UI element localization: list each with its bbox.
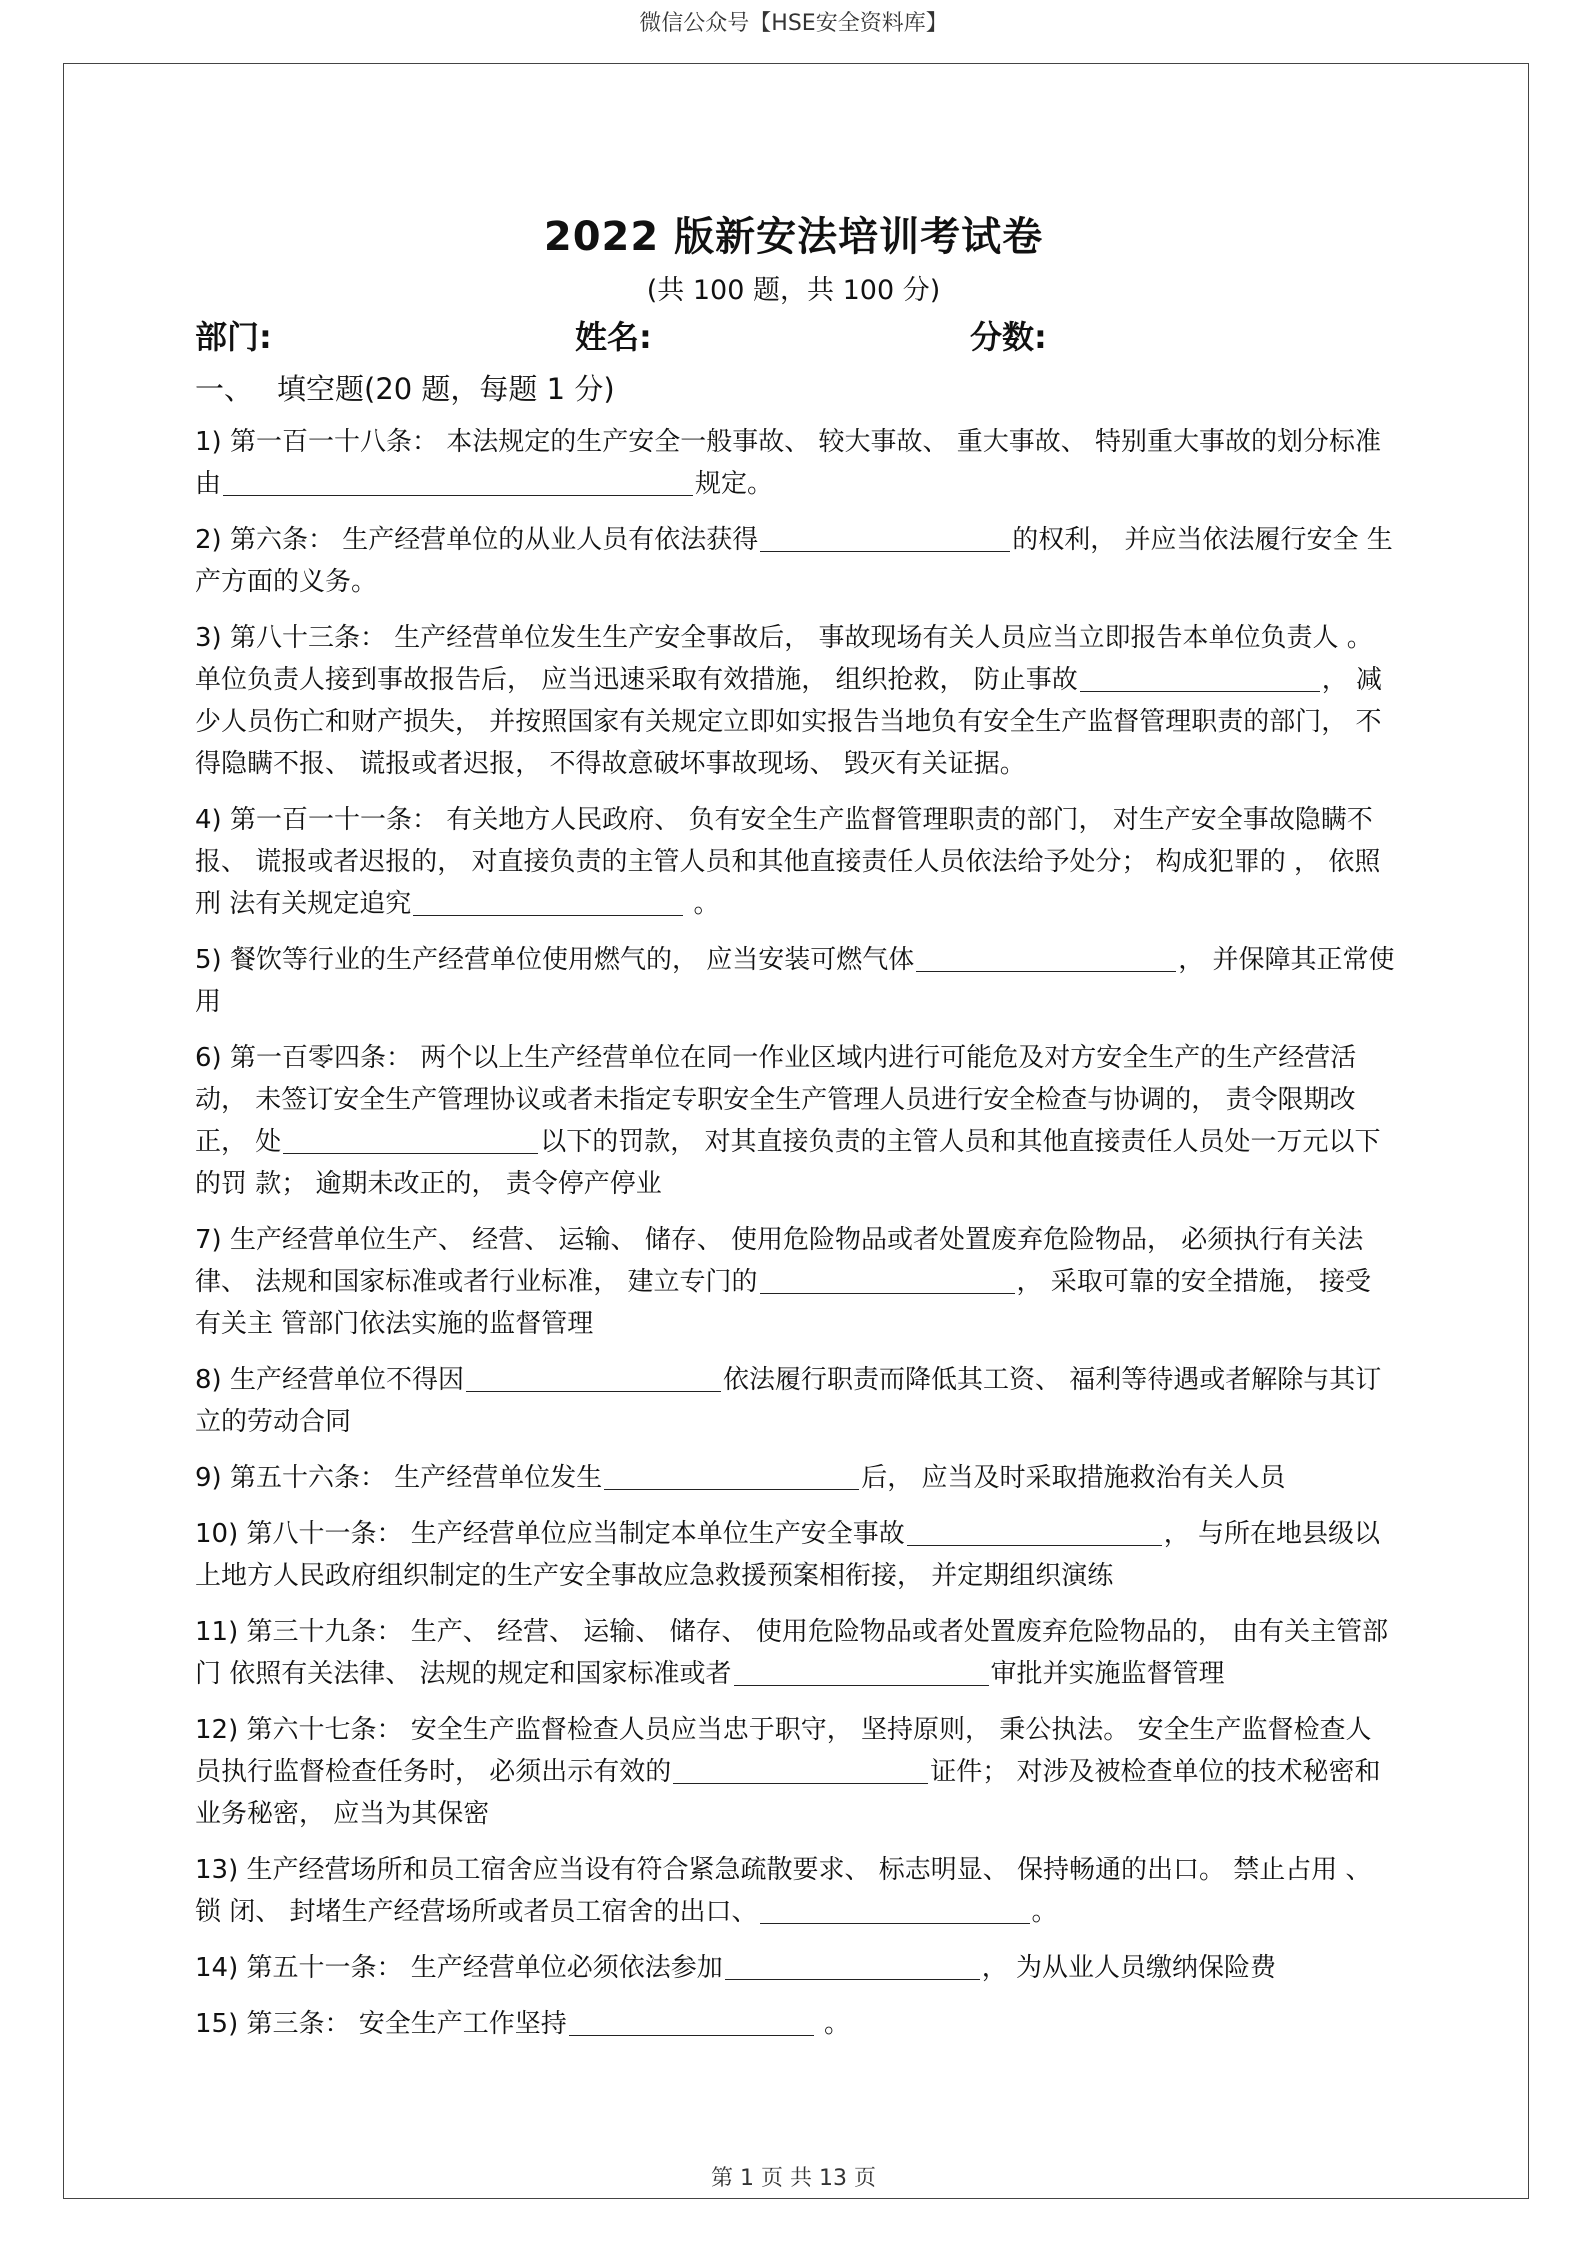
answer-blank[interactable] — [413, 885, 683, 916]
answer-blank[interactable] — [466, 1361, 721, 1392]
section-title: 填空题(20 题，每题 1 分) — [277, 372, 615, 406]
answer-blank[interactable] — [916, 941, 1176, 972]
question-item — [195, 1037, 1395, 1205]
question-text: 8) 生产经营单位不得因 — [195, 1365, 464, 1395]
answer-blank[interactable] — [1080, 661, 1320, 692]
question-text-continued: 审批并实施监督管理 — [990, 1659, 1225, 1689]
question-item — [195, 799, 1395, 925]
question-text: 5) 餐饮等行业的生产经营单位使用燃气的， 应当安装可燃气体 — [195, 945, 915, 975]
question-item — [195, 1457, 1395, 1499]
department-label: 部门: — [195, 318, 272, 356]
question-item — [195, 519, 1395, 603]
question-text: 2) 第六条： 生产经营单位的从业人员有依法获得 — [195, 525, 759, 555]
question-item — [195, 421, 1395, 505]
question-text: 10) 第八十一条： 生产经营单位应当制定本单位生产安全事故 — [195, 1519, 905, 1549]
section-heading — [195, 367, 615, 408]
answer-blank[interactable] — [604, 1459, 859, 1490]
section-number: 一、 — [195, 372, 254, 406]
question-text-continued: ， 减少人员伤亡和财产损失， 并按照国家有关规定立即如实报告当地负有安全生产监督管理职责的部门， 不得隐瞒不报、 谎报或者迟报， 不得故意破坏事故现场、 毁灭有关证据。 — [195, 665, 1383, 779]
question-text: 11) 第三十九条： 生产、 经营、 运输、 储存、 使用危险物品或者处置废弃危险物品的， 由有关主管部门 依照有关法律、 法规的规定和国家标准或者 — [195, 1617, 1389, 1689]
question-text: 9) 第五十六条： 生产经营单位发生 — [195, 1463, 603, 1493]
question-text-continued: ， 并保障其正常使用 — [195, 945, 1395, 1017]
question-text-continued: ， 为从业人员缴纳保险费 — [981, 1953, 1277, 1983]
question-text-continued: 证件； 对涉及被检查单位的技术秘密和 业务秘密， 应当为其保密 — [195, 1757, 1381, 1829]
answer-blank[interactable] — [223, 465, 693, 496]
question-text: 6) 第一百零四条： 两个以上生产经营单位在同一作业区域内进行可能危及对方安全生产的生产经营活 动， 未签订安全生产管理协议或者未指定专职安全生产管理人员进行安全检查与协调的， 责令限期改正， 处 — [195, 1043, 1357, 1157]
answer-blank[interactable] — [734, 1655, 989, 1686]
score-label: 分数: — [970, 318, 1047, 356]
question-item — [195, 1709, 1395, 1835]
question-text: 7) 生产经营单位生产、 经营、 运输、 储存、 使用危险物品或者处置废弃危险物品， 必须执行有关法律、 法规和国家标准或者行业标准， 建立专门的 — [195, 1225, 1364, 1297]
question-text: 13) 生产经营场所和员工宿舍应当设有符合紧急疏散要求、 标志明显、 保持畅通的出口。 禁止占用 、 锁 闭、 封堵生产经营场所或者员工宿舍的出口、 — [195, 1855, 1372, 1927]
question-item — [195, 617, 1395, 785]
question-text-continued: 的权利， 并应当依法履行安全 生产方面的义务。 — [195, 525, 1393, 597]
question-text: 14) 第五十一条： 生产经营单位必须依法参加 — [195, 1953, 723, 1983]
question-item — [195, 1947, 1395, 1989]
question-text: 15) 第三条： 安全生产工作坚持 — [195, 2009, 567, 2039]
question-text-continued: 。 — [815, 2009, 851, 2039]
answer-blank[interactable] — [725, 1949, 980, 1980]
exam-info-row — [195, 312, 1395, 356]
question-item — [195, 939, 1395, 1023]
answer-blank[interactable] — [907, 1515, 1162, 1546]
answer-blank[interactable] — [283, 1123, 538, 1154]
question-list — [195, 421, 1395, 2059]
question-item — [195, 1359, 1395, 1443]
name-label: 姓名: — [575, 318, 652, 356]
question-text-continued: 依法履行职责而降低其工资、 福利等待遇或者解除与其订立的劳动合同 — [195, 1365, 1382, 1437]
question-text-continued: 。 — [1031, 1897, 1058, 1927]
question-item — [195, 1219, 1395, 1345]
question-item — [195, 1611, 1395, 1695]
question-text-continued: 以下的罚款， 对其直接负责的主管人员和其他直接责任人员处一万元以下的罚 款； 逾期未改正的， 责令停产停业 — [195, 1127, 1381, 1199]
answer-blank[interactable] — [760, 1263, 1015, 1294]
answer-blank[interactable] — [673, 1753, 928, 1784]
exam-title: 2022 版新安法培训考试卷 — [543, 214, 1044, 260]
question-item — [195, 1513, 1395, 1597]
question-text-continued: ， 与所在地县级以 上地方人民政府组织制定的生产安全事故应急救援预案相衔接， 并定期组织演练 — [195, 1519, 1381, 1591]
question-text-continued: 。 — [685, 889, 720, 919]
question-text: 4) 第一百一十一条： 有关地方人民政府、 负有安全生产监督管理职责的部门， 对生产安全事故隐瞒不 报、 谎报或者迟报的， 对直接负责的主管人员和其他直接责任人员依法给予处分； 构成犯罪的 ， 依照刑 法有关规定追究 — [195, 805, 1381, 919]
exam-subtitle: (共 100 题，共 100 分) — [646, 275, 941, 306]
question-text: 1) 第一百一十八条： 本法规定的生产安全一般事故、 较大事故、 重大事故、 特别重大事故的划分标准 由 — [195, 427, 1382, 499]
page-footer: 第 1 页 共 13 页 — [711, 2166, 876, 2191]
answer-blank[interactable] — [569, 2005, 814, 2036]
page-header: 微信公众号【HSE安全资料库】 — [639, 11, 948, 36]
answer-blank[interactable] — [760, 1893, 1030, 1924]
question-item — [195, 1849, 1395, 1933]
question-text-continued: 规定。 — [695, 469, 774, 499]
question-text: 12) 第六十七条： 安全生产监督检查人员应当忠于职守， 坚持原则， 秉公执法。 安全生产监督检查人 员执行监督检查任务时， 必须出示有效的 — [195, 1715, 1372, 1787]
question-item — [195, 2003, 1395, 2045]
answer-blank[interactable] — [760, 521, 1010, 552]
question-text: 3) 第八十三条： 生产经营单位发生生产安全事故后， 事故现场有关人员应当立即报告本单位负责人 。 单位负责人接到事故报告后， 应当迅速采取有效措施， 组织抢救， 防止事故 — [195, 623, 1373, 695]
question-text-continued: ， 采取可靠的安全措施， 接受有关主 管部门依法实施的监督管理 — [195, 1267, 1372, 1339]
question-text-continued: 后， 应当及时采取措施救治有关人员 — [861, 1463, 1286, 1493]
